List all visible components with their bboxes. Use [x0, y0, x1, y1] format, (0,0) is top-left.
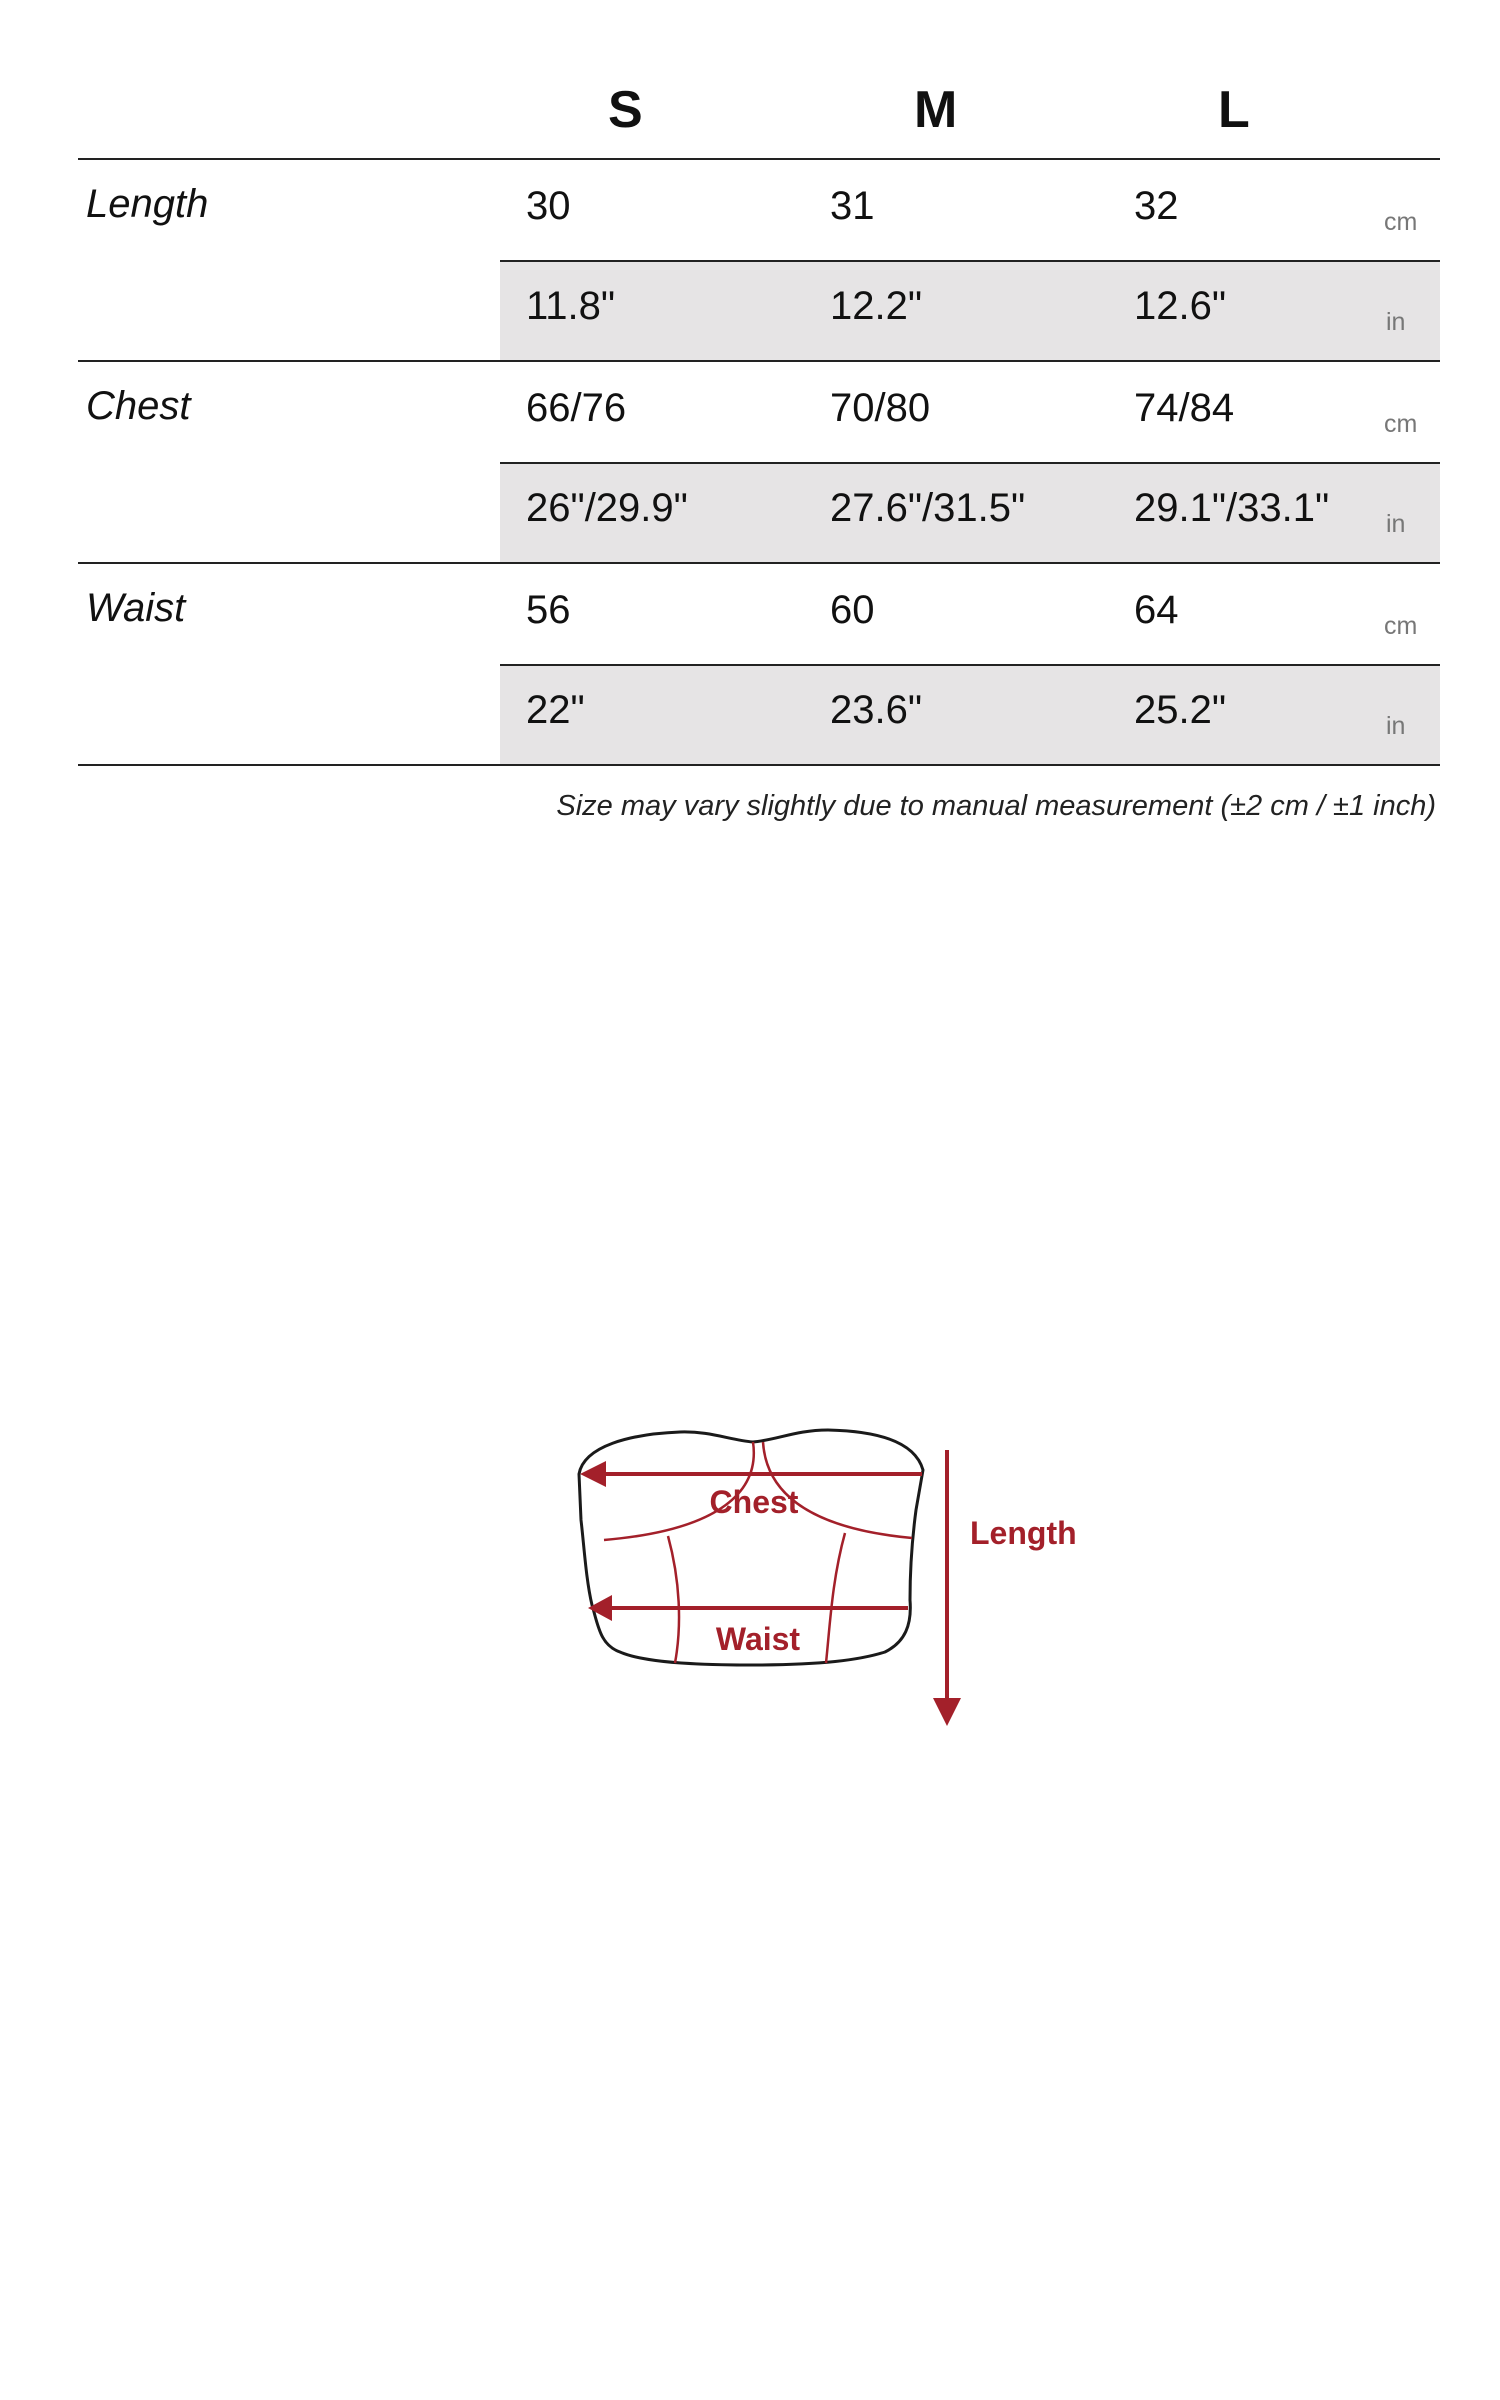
length-m-cm: 31: [830, 184, 875, 228]
unit-cm-waist: cm: [1384, 612, 1418, 640]
chest-l-in: 29.1"/33.1": [1134, 486, 1330, 530]
waist-row-divider: [500, 664, 1440, 666]
chest-s-in: 26"/29.9": [526, 486, 688, 530]
measurement-note: Size may vary slightly due to manual measurement (±2 cm / ±1 inch): [556, 790, 1436, 822]
unit-cm-length: cm: [1384, 208, 1418, 236]
header-divider: [78, 158, 1440, 160]
waist-section-divider: [78, 764, 1440, 766]
length-m-in: 12.2": [830, 284, 923, 328]
waist-l-in: 25.2": [1134, 688, 1227, 732]
length-arrow-head: [933, 1698, 961, 1726]
length-s-cm: 30: [526, 184, 571, 228]
size-header-l: L: [1218, 81, 1250, 139]
garment-measurement-diagram: [560, 1420, 1100, 1740]
chest-l-cm: 74/84: [1134, 386, 1235, 430]
unit-in-waist: in: [1386, 712, 1406, 740]
waist-m-cm: 60: [830, 588, 875, 632]
chest-row-divider: [500, 462, 1440, 464]
chest-section-divider: [78, 562, 1440, 564]
length-section-divider: [78, 360, 1440, 362]
inch-row-band-length: [500, 262, 1440, 362]
waist-m-in: 23.6": [830, 688, 923, 732]
waist-label: Waist: [715, 1621, 801, 1657]
row-label-waist: Waist: [86, 586, 186, 630]
length-l-in: 12.6": [1134, 284, 1227, 328]
waist-s-cm: 56: [526, 588, 571, 632]
length-l-cm: 32: [1134, 184, 1179, 228]
panel-seam-left: [668, 1536, 679, 1663]
waist-l-cm: 64: [1134, 588, 1179, 632]
row-label-chest: Chest: [86, 384, 191, 428]
chest-label: Chest: [709, 1484, 799, 1520]
length-row-divider: [500, 260, 1440, 262]
chest-s-cm: 66/76: [526, 386, 627, 430]
unit-cm-chest: cm: [1384, 410, 1418, 438]
panel-seam-right: [826, 1533, 845, 1663]
chest-m-cm: 70/80: [830, 386, 931, 430]
size-header-s: S: [608, 81, 643, 139]
row-label-length: Length: [86, 182, 209, 226]
waist-s-in: 22": [526, 688, 585, 732]
unit-in-length: in: [1386, 308, 1406, 336]
chest-m-in: 27.6"/31.5": [830, 486, 1026, 530]
inch-row-band-waist: [500, 666, 1440, 766]
unit-in-chest: in: [1386, 510, 1406, 538]
length-s-in: 11.8": [526, 284, 616, 328]
size-header-m: M: [914, 81, 958, 139]
length-label: Length: [970, 1515, 1077, 1551]
